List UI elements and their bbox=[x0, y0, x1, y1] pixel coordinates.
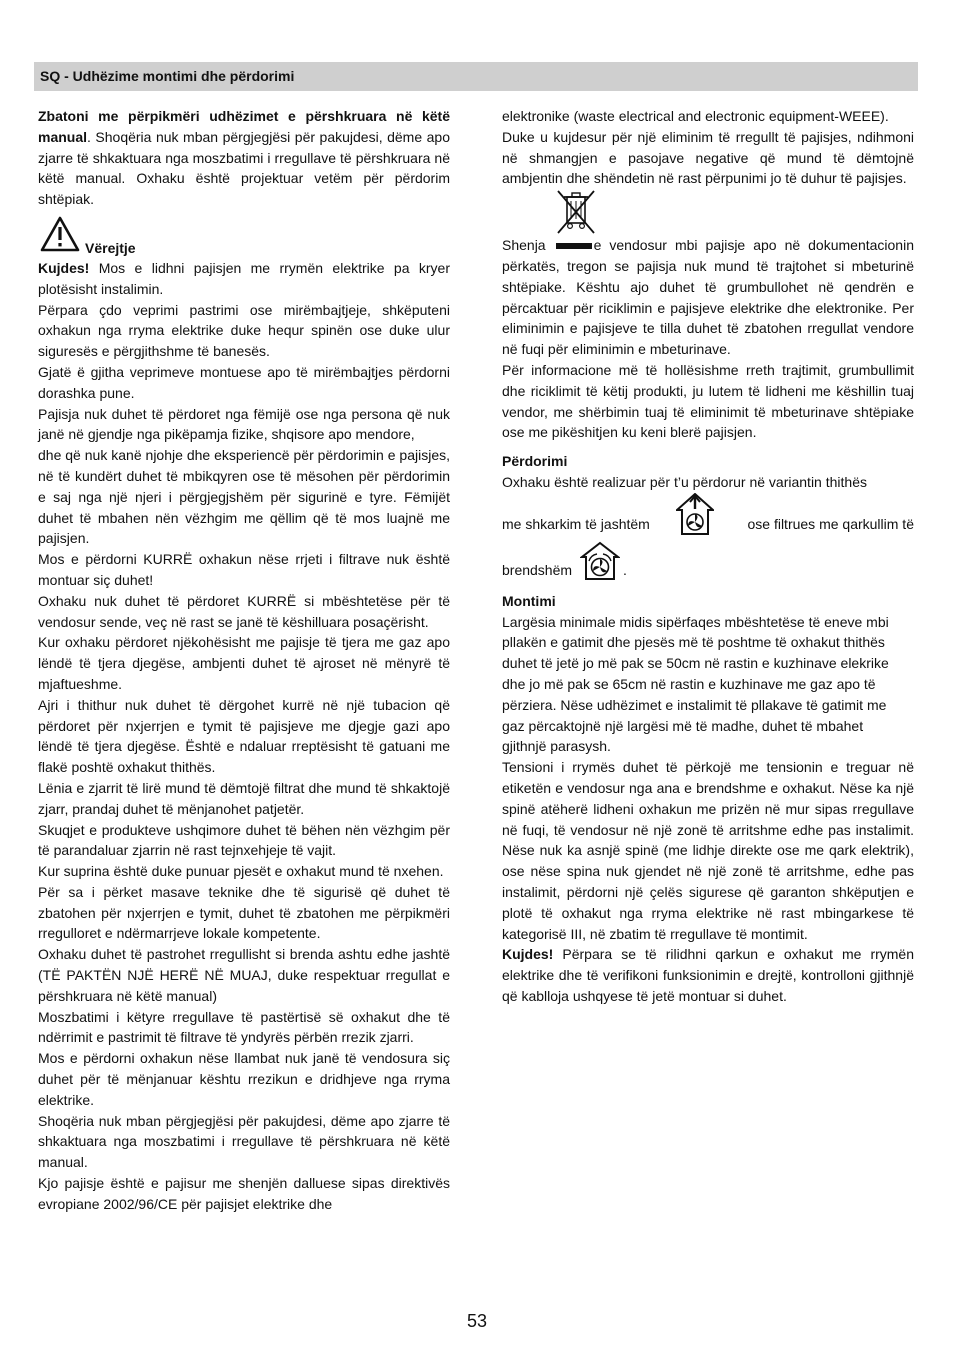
left-paragraph: Kur suprina është duke punuar pjesët e oxhakut mund të nxehen. bbox=[38, 863, 444, 880]
montimi-title: Montimi bbox=[502, 592, 556, 609]
left-paragraph: Lënia e zjarrit të lirë mund të dëmtojë filtrat dhe mund të shkaktojë zjarr, prandaj duhet të mënjanohet patjetër. bbox=[38, 779, 450, 817]
kujdes-text: Mos e lidhni pajisjen me rrymën elektrike pa kryer plotësisht instalimin. bbox=[38, 259, 450, 297]
recirculation-icon bbox=[580, 541, 620, 581]
shenja-text: e vendosur mbi pajisje apo në dokumentacionin përkatës, tregon se pajisja nuk mund të trajtohet si mbeturinë shtëpiake. Kështu ajo duhet të grumbullohet në qendrën e përcaktuar për riciklimin e pajisjeve elektrike dhe elektronike. Per eliminimin e pajisjeve te tilla duhet të zbatohen rregullat vendore në fuqi për eliminimin e mbeturinave. bbox=[502, 237, 914, 358]
left-paragraph: Oxhaku duhet të pastrohet rregullisht si brenda ashtu edhe jashtë (TË PAKTËN NJË HERË NË MUAJ, duke respektuar rregullat e përshkruara në këtë manual) bbox=[38, 946, 450, 1004]
left-paragraph: Mos e përdorni KURRË oxhakun nëse rrjeti i filtrave nuk është montuar siç duhet! bbox=[38, 551, 450, 588]
right-kujdes-bold: Kujdes! bbox=[502, 946, 554, 963]
section-header-bar bbox=[34, 62, 918, 91]
montimi-line: gjithnjë parasysh. bbox=[502, 738, 611, 755]
left-paragraph: Mos e përdorni oxhakun nëse llambat nuk janë të vendosura siç duhet për të mënjanuar kështu rrezikun e dridhjeve nga rryma elektrike. bbox=[38, 1050, 450, 1108]
perdorimi-text-3b: . bbox=[623, 561, 627, 578]
perdorimi-line-1: Oxhaku është realizuar për t’u përdorur në variantin thithës bbox=[502, 473, 867, 490]
perdorimi-line-3 bbox=[502, 539, 914, 585]
left-paragraph: Kjo pajisje është e pajisur me shenjën dalluese sipas direktivës evropiane 2002/96/CE për pajisjet elektrike dhe bbox=[38, 1175, 450, 1212]
left-paragraph: Për sa i përket masave teknike dhe të sigurisë që duhet të zbatohen për nxjerrjen e tymit, duhet të zbatohen me përpikmëri rregulloret e ndërmarrjeve lokale kompetente. bbox=[38, 883, 450, 942]
intro-paragraph bbox=[38, 106, 450, 210]
montimi-line: përziera. Nëse udhëzimet e instalimit të pllakave të gatimit me bbox=[502, 696, 887, 713]
shenja-word: Shenja bbox=[502, 237, 546, 254]
page-number: 53 bbox=[466, 1311, 488, 1331]
weee-symbol-row bbox=[502, 189, 914, 235]
montimi-line: Largësia minimale midis sipërfaqes mbështetëse të eneve mbi bbox=[502, 613, 889, 630]
montimi-line: gaz përcaktojnë një largësi më të madhe, duhet të mbahet bbox=[502, 717, 864, 734]
warning-title: Vërejtje bbox=[85, 239, 136, 256]
black-bar-symbol bbox=[556, 243, 592, 249]
montimi-line: duhet të jetë jo më pak se 50cm në rastin e kuzhinave elekrike bbox=[502, 655, 889, 672]
left-paragraph: Oxhaku nuk duhet të përdoret KURRË si mbështetëse për të vendosur sende, veç në rast se janë të këshilluara posaçërisht. bbox=[38, 592, 450, 630]
left-column bbox=[38, 106, 450, 1215]
external-exhaust-icon bbox=[676, 493, 714, 535]
right-column bbox=[502, 106, 914, 1007]
left-paragraph: Ajri i thithur nuk duhet të dërgohet kurrë në një tubacion që përdoret për nxjerrjen e tymit të pajisjeve me djegje gazi apo lëndë të tjera djegëse. Është e ndaluar rreptësisht të gatuani me flakë poshtë oxhakut thithës. bbox=[38, 696, 450, 776]
right-kujdes-paragraph bbox=[502, 944, 914, 1006]
montimi-line: dhe jo më pak se 65cm në rastin e kuzhinave me gaz apo të bbox=[502, 675, 876, 692]
intro-text: . Shoqëria nuk mban përgjegjësi për pakujdesi, dëme apo zjarre të shkaktuara nga moszbatimi i rregullave të përshkruara në këtë manual. Oxhaku është projektuar vetëm për përdorim shtëpiak. bbox=[38, 128, 450, 208]
perdorimi-text-3a: brendshëm bbox=[502, 561, 573, 578]
intro-bold: Zbatoni me përpikmëri udhëzimet e përshkruara në këtë manual bbox=[38, 108, 450, 145]
disposal-paragraph: Duke u kujdesur për një eliminim të rregullt të pajisjes, ndihmoni në shmangjen e pasojave negative që mund të dëmtojnë ambjentin dhe shëndetin në rast përpunimi jo të duhur të pajisjes. bbox=[502, 128, 914, 187]
left-paragraph: Përpara çdo veprimi pastrimi ose mirëmbajtjeje, shkëputeni oxhakun nga rryma elektrike duke hequr spinën ose duke ulur siguresës e përgjithshme të banesës. bbox=[38, 301, 450, 360]
kujdes-paragraph bbox=[38, 258, 450, 300]
left-paragraph: Gjatë ë gjitha veprimeve montuese apo të mirëmbajtjes përdorni dorashka pune. bbox=[38, 363, 450, 401]
left-paragraph: Skuqjet e produkteve ushqimore duhet të bëhen nën vëzhgim për të parandaluar zjarrin në rast tejnxehjeje të vajit. bbox=[38, 821, 450, 859]
perdorimi-title: Përdorimi bbox=[502, 453, 568, 470]
shenja-paragraph bbox=[502, 235, 914, 360]
weee-paragraph: elektronike (waste electrical and electronic equipment-WEEE). bbox=[502, 108, 889, 124]
section-title: SQ - Udhëzime montimi dhe përdorimi bbox=[40, 68, 295, 84]
perdorimi-text-2b: ose filtrues me qarkullim të bbox=[747, 515, 914, 532]
info-paragraph: Për informacione më të hollësishme rreth trajtimit, grumbullimit dhe riciklimit të këtij produkti, ju lutem të lidheni me këshillin tuaj vendor, me shërbimin tuaj të eliminimit të mbeturinave shtëpiake ose me pikëshitjen ku keni blerë pajisjen. bbox=[502, 361, 914, 441]
right-kujdes-text: Përpara se të rilidhni qarkun e oxhakut me rrymën elektrike dhe të verifikoni funksionimin e drejtë, kontrolloni gjithnjë që kablloja ushqyese të jetë montuar si duhet. bbox=[502, 946, 914, 1004]
perdorimi-line-2 bbox=[502, 493, 914, 539]
tensioni-paragraph: Tensioni i rrymës duhet të përkojë me tensionin e treguar në etiketën e vendosur nga ana e brendshme e oxhakut. Nëse ka një spinë atëherë lidheni oxhakun me prizën në mur sipas rregullave në fuqi, të vendosur në një zonë të arritshme edhe pas instalimit. Nëse nuk ka asnjë spinë (me lidhje direkte ose me qark elektrik), ose nëse spina nuk gjendet në një zonë të arritshme, edhe pas instalimit, përdorni një çelës sigurese që garanton shkëputjen e plotë të oxhakut nga rryma elektrike në rast mbingarkese të kategorisë III, në zbatim të rregullave të montimit. bbox=[502, 759, 914, 942]
warning-triangle-icon bbox=[40, 216, 80, 252]
kujdes-bold: Kujdes! bbox=[38, 259, 90, 276]
perdorimi-text-2a: me shkarkim të jashtëm bbox=[502, 515, 650, 532]
left-paragraph: dhe që nuk kanë njohje dhe eksperiencë për përdorimin e pajisjes, në të kundërt duhet të mbikqyren ose të mësohen për përdorimin e saj nga një njeri i përgjegjshëm për sigurinë e tyre. Fëmijët duhet të mbahen nën vëzhgim me qëllim që të mos luajnë me pajisjen. bbox=[38, 447, 450, 547]
warning-heading bbox=[38, 216, 450, 258]
left-paragraph: Moszbatimi i këtyre rregullave të pastërtisë së oxhakut dhe të ndërrimit e pastrimit të filtrave të yndyrës përbën rrezik zjarri. bbox=[38, 1008, 450, 1046]
montimi-block bbox=[502, 612, 914, 758]
montimi-line: pllakën e gatimit dhe pjesës më të poshtme të oxhakut thithës bbox=[502, 634, 885, 651]
left-paragraph: Kur oxhaku përdoret njëkohësisht me pajisje të tjera me gaz apo lëndë të tjera djegëse, ambjenti duhet të ajroset në mënyrë të mjaftueshme. bbox=[38, 634, 450, 692]
crossed-bin-icon bbox=[554, 189, 598, 235]
left-paragraph: Shoqëria nuk mban përgjegjësi për pakujdesi, dëme apo zjarre të shkaktuara nga moszbatimi i rregullave të përshkruara në këtë manual. bbox=[38, 1112, 450, 1171]
left-paragraph: Pajisja nuk duhet të përdoret nga fëmijë ose nga persona që nuk janë në gjendje nga pikëpamja fizike, shqisore apo mendore, bbox=[38, 405, 450, 443]
